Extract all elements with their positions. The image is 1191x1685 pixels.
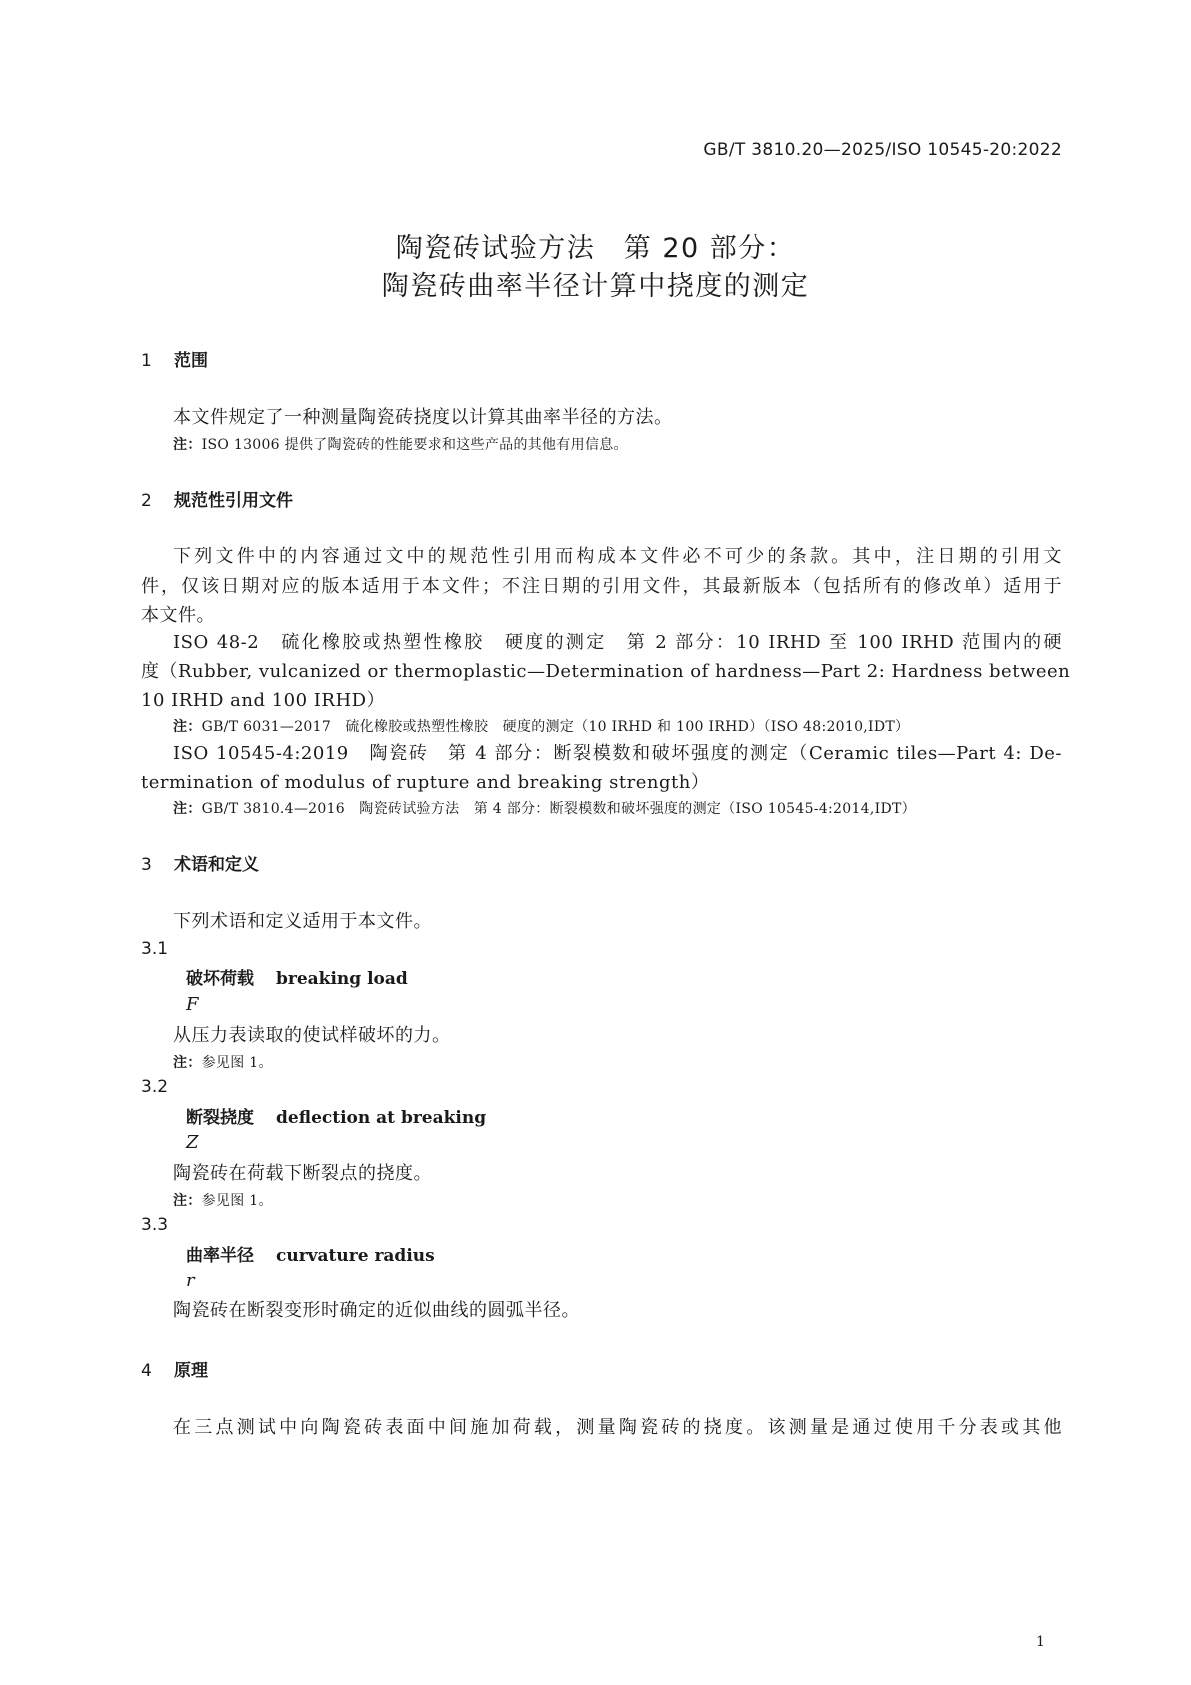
section-1-heading (141, 346, 208, 371)
term-name-zh: 曲率半径 (186, 1246, 254, 1266)
section-number: 4 (141, 1361, 152, 1381)
term-note (173, 1190, 273, 1210)
term-symbol: r (186, 1270, 195, 1291)
term-number: 3.3 (141, 1215, 169, 1235)
page-number: 1 (1036, 1634, 1045, 1650)
note-label: 注： (173, 1055, 202, 1071)
normative-intro-line2: 件，仅该日期对应的版本适用于本文件；不注日期的引用文件，其最新版本（包括所有的修改单）适用于 (141, 576, 1062, 597)
note-text: ISO 13006 提供了陶瓷砖的性能要求和这些产品的其他有用信息。 (201, 437, 628, 453)
term-number: 3.1 (141, 939, 169, 959)
note-label: 注： (173, 437, 202, 453)
term-definition: 从压力表读取的使试样破坏的力。 (173, 1025, 451, 1046)
term-name-zh: 断裂挠度 (186, 1108, 254, 1128)
note-text: 参见图 1。 (201, 1055, 273, 1071)
note-text: GB/T 6031—2017 硫化橡胶或热塑性橡胶 硬度的测定（10 IRHD 和 100 IRHD）（ISO 48:2010,IDT） (201, 719, 910, 735)
note-label: 注： (173, 719, 202, 735)
reference-2-line2: termination of modulus of rupture and breaking strength） (141, 772, 710, 793)
term-name (186, 1241, 435, 1266)
section-2-heading (141, 486, 293, 511)
term-note (173, 1052, 273, 1072)
section-title: 术语和定义 (174, 855, 259, 875)
note-label: 注： (173, 801, 202, 817)
note-text: GB/T 3810.4—2016 陶瓷砖试验方法 第 4 部分：断裂模数和破坏强度的测定（ISO 10545-4:2014,IDT） (201, 801, 916, 817)
normative-intro-line3: 本文件。 (141, 605, 215, 626)
term-definition: 陶瓷砖在断裂变形时确定的近似曲线的圆弧半径。 (173, 1300, 580, 1321)
normative-intro-line1: 下列文件中的内容通过文中的规范性引用而构成本文件必不可少的条款。其中，注日期的引用文 (173, 546, 1062, 567)
section-3-heading (141, 850, 259, 875)
term-name-en: curvature radius (276, 1246, 435, 1266)
term-symbol: F (186, 994, 199, 1015)
term-name-zh: 破坏荷载 (186, 969, 254, 989)
section-title: 范围 (174, 351, 208, 371)
term-number: 3.2 (141, 1077, 169, 1097)
document-title-line2: 陶瓷砖曲率半径计算中挠度的测定 (381, 271, 810, 302)
term-name (186, 964, 408, 989)
reference-2-note (173, 798, 916, 818)
standard-number: GB/T 3810.20—2025/ISO 10545-20:2022 (703, 140, 1062, 160)
note-text: 参见图 1。 (201, 1193, 273, 1209)
section-4-heading (141, 1356, 208, 1381)
term-name-en: breaking load (276, 969, 408, 989)
section-title: 规范性引用文件 (174, 491, 293, 511)
principle-text: 在三点测试中向陶瓷砖表面中间施加荷载，测量陶瓷砖的挠度。该测量是通过使用千分表或其他 (173, 1417, 1062, 1438)
scope-text: 本文件规定了一种测量陶瓷砖挠度以计算其曲率半径的方法。 (173, 407, 673, 428)
term-name-en: deflection at breaking (276, 1108, 487, 1128)
scope-note (173, 434, 628, 454)
term-name (186, 1103, 486, 1128)
reference-1-line2: 度（Rubber, vulcanized or thermoplastic—Determination of hardness—Part 2: Hardness between (141, 661, 1071, 682)
terms-intro: 下列术语和定义适用于本文件。 (173, 911, 432, 932)
document-title-line1: 陶瓷砖试验方法 第 20 部分： (395, 233, 796, 264)
reference-2-line1: ISO 10545-4:2019 陶瓷砖 第 4 部分：断裂模数和破坏强度的测定（Ceramic tiles—Part 4: De- (173, 743, 1062, 764)
note-label: 注： (173, 1193, 202, 1209)
section-title: 原理 (174, 1361, 208, 1381)
reference-1-line3: 10 IRHD and 100 IRHD） (141, 690, 386, 711)
section-number: 2 (141, 491, 152, 511)
section-number: 1 (141, 351, 152, 371)
section-number: 3 (141, 855, 152, 875)
term-symbol: Z (186, 1132, 199, 1153)
reference-1-line1: ISO 48-2 硫化橡胶或热塑性橡胶 硬度的测定 第 2 部分：10 IRHD 至 100 IRHD 范围内的硬 (173, 632, 1062, 653)
term-definition: 陶瓷砖在荷载下断裂点的挠度。 (173, 1163, 432, 1184)
reference-1-note (173, 716, 909, 736)
